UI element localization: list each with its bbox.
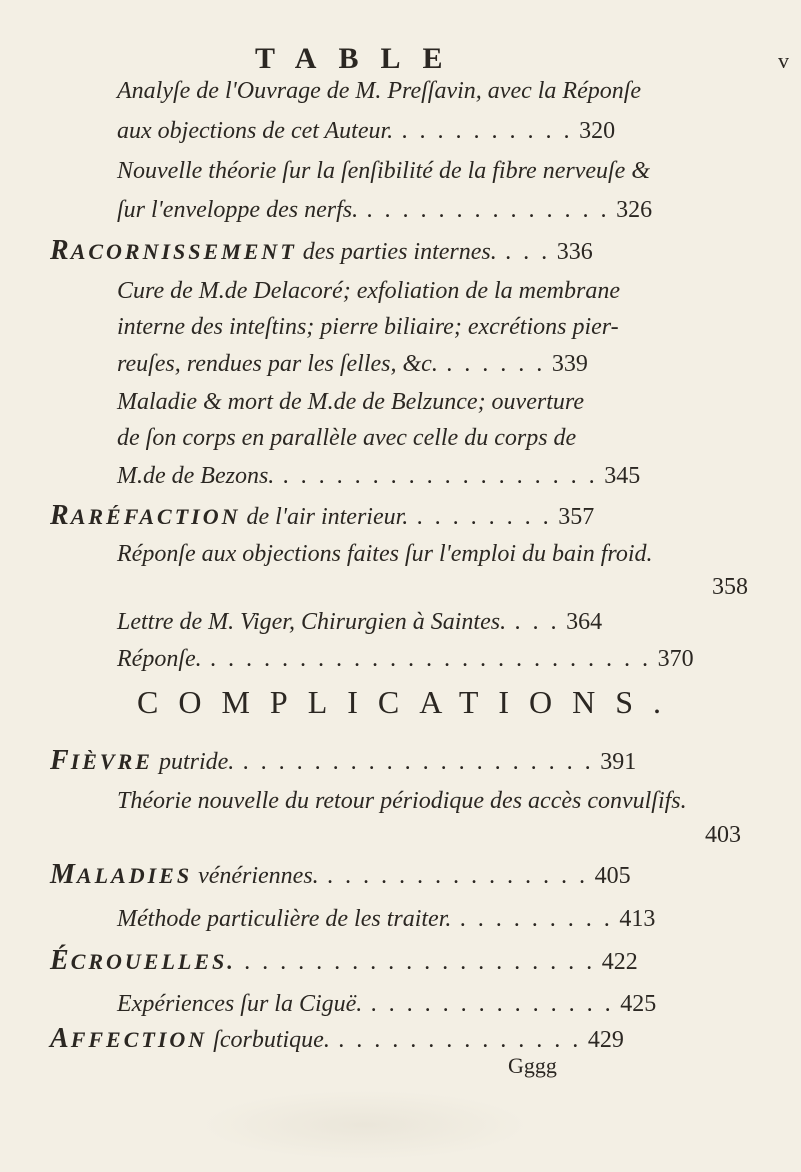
toc-entry: Réponſe. . . . . . . . . . . . . . . . . . . . . . . . . . 370	[117, 646, 694, 672]
toc-page-number: 326	[616, 197, 653, 223]
toc-entry: aux objections de cet Auteur. . . . . . . . . . . 320	[117, 118, 616, 144]
header-page-number: v	[778, 48, 789, 73]
section-heading: COMPLICATIONS.	[137, 684, 682, 720]
toc-entry: M.de de Bezons. . . . . . . . . . . . . . . . . . . 345	[117, 463, 641, 489]
toc-page-number: 370	[657, 646, 694, 672]
paper-stain	[200, 1090, 530, 1160]
toc-page-number: 364	[566, 609, 603, 635]
toc-page-number: 339	[551, 351, 588, 377]
toc-entry: Méthode particulière de les traiter. . . . . . . . . . 413	[117, 906, 656, 932]
toc-entry: interne des inteſtins; pierre biliaire; excrétions pier-	[117, 314, 619, 340]
toc-main-entry: ÉCROUELLES. . . . . . . . . . . . . . . . . . . . . 422	[50, 945, 638, 976]
toc-entry: de ſon corps en parallèle avec celle du corps de	[117, 425, 577, 451]
toc-entry: Lettre de M. Viger, Chirurgien à Saintes. . . . 364	[117, 609, 603, 635]
toc-entry: Expériences ſur la Ciguë. . . . . . . . . . . . . . . 425	[117, 991, 657, 1017]
toc-page-number: 405	[594, 863, 631, 889]
toc-entry: reuſes, rendues par les ſelles, &c. . . . . . . 339	[117, 351, 588, 377]
toc-entry: ſur l'enveloppe des nerfs. . . . . . . . . . . . . . . 326	[117, 197, 653, 223]
toc-main-entry: FIÈVRE putride. . . . . . . . . . . . . . . . . . . . . 391	[50, 745, 637, 776]
toc-entry: Cure de M.de Delacoré; exfoliation de la membrane	[117, 278, 620, 304]
toc-main-entry: RACORNISSEMENT des parties internes. . . . 336	[50, 235, 593, 266]
toc-page-number: 422	[601, 949, 638, 975]
toc-entry: Nouvelle théorie ſur la ſenſibilité de la fibre nerveuſe &	[117, 158, 650, 184]
toc-main-entry: MALADIES vénériennes. . . . . . . . . . . . . . . . 405	[50, 859, 631, 890]
toc-entry: Réponſe aux objections faites ſur l'emploi du bain froid.	[117, 541, 653, 567]
toc-entry: Analyſe de l'Ouvrage de M. Preſſavin, avec la Réponſe	[117, 78, 642, 104]
signature-mark: Gggg	[508, 1053, 557, 1078]
toc-page-number: 413	[619, 906, 656, 932]
toc-page-number: 320	[579, 118, 616, 144]
toc-page-number: 425	[620, 991, 657, 1017]
toc-main-entry: AFFECTION ſcorbutique. . . . . . . . . . . . . . . 429	[50, 1023, 624, 1054]
toc-page-number: 358	[712, 574, 748, 600]
toc-entry: Théorie nouvelle du retour périodique des accès convulſifs.	[117, 788, 687, 814]
toc-page-number: 336	[556, 239, 593, 265]
toc-main-entry: RARÉFACTION de l'air interieur. . . . . . . . . 357	[50, 500, 595, 531]
toc-page-number: 403	[705, 822, 741, 848]
toc-page-number: 357	[558, 504, 595, 530]
toc-page-number: 429	[587, 1027, 624, 1053]
toc-page-number: 391	[600, 749, 637, 775]
toc-page-number: 345	[604, 463, 641, 489]
header-title: TABLE	[255, 42, 465, 75]
toc-entry: Maladie & mort de M.de de Belzunce; ouverture	[117, 389, 584, 415]
